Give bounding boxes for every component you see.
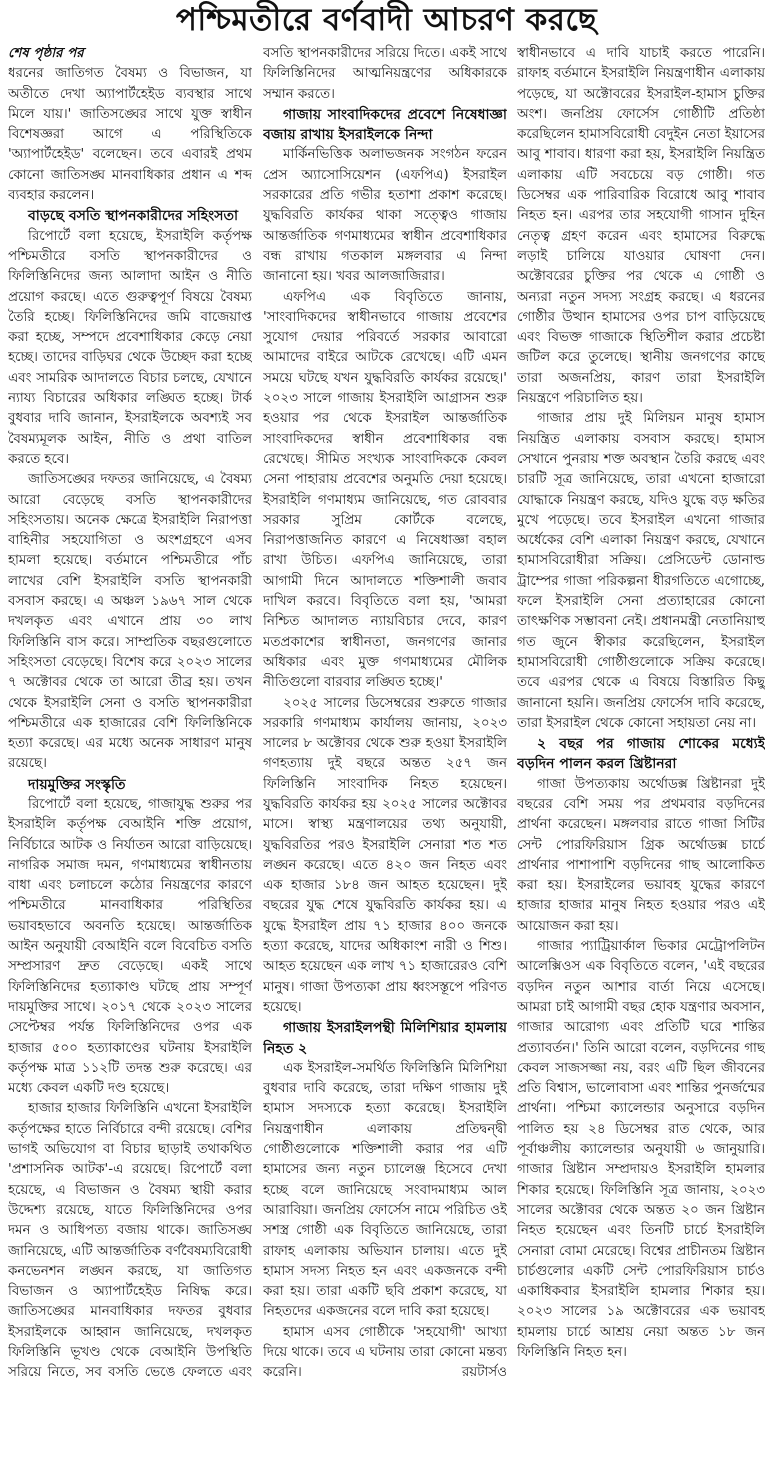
- column-3: [517, 44, 765, 1462]
- paragraph: গাজার প্রায় দুই মিলিয়ন মানুষ হামাস নিয়ন্ত্রিত এলাকায় বসবাস করছে। হামাস সেখানে পুনরায় শক্ত অবস্থান তৈরি করছে এবং চারটি সূত্র জানিয়েছে, তারা এখনো হাজারো যোদ্ধাকে নিয়ন্ত্রণ করছে, যদিও যুদ্ধে বড় ক্ষতির মুখে পড়েছে। তবে ইসরাইল এখনো গাজার অর্ধেকের বেশি এলাকা নিয়ন্ত্রণ করছে, যেখানে হামাসবিরোধীরা সক্রিয়। প্রেসিডেন্ট ডোনাল্ড ট্রাম্পের গাজা পরিকল্পনা ধীরগতিতে এগোচ্ছে, ফলে ইসরাইলি সেনা প্রত্যাহারের কোনো তাৎক্ষণিক সম্ভাবনা নেই। প্রধানমন্ত্রী নেতানিয়াহু গত জুনে স্বীকার করেছিলেন, ইসরাইল হামাসবিরোধী গোষ্ঠীগুলোকে সক্রিয় করেছে। তবে এরপর থেকে এ বিষয়ে বিস্তারিত কিছু জানানো হয়নি। জনপ্রিয় ফোর্সেস দাবি করেছে, তারা ইসরাইল থেকে কোনো সহায়তা নেয় না।: [517, 411, 765, 731]
- column-2: [263, 44, 507, 1462]
- column-1: [8, 44, 252, 1462]
- paragraph: জাতিসঙ্ঘের দফতর জানিয়েছে, এ বৈষম্য আরো বেড়েছে বসতি স্থাপনকারীদের সহিংসতায়। অনেক ক্ষেত্রে ইসরাইলি নিরাপত্তা বাহিনীর সহযোগিতা ও অংশগ্রহণে এসব হামলা হয়েছে। বর্তমানে পশ্চিমতীরে পাঁচ লাখের বেশি ইসরাইলি বসতি স্থাপনকারী বসবাস করছে। এ অঞ্চল ১৯৬৭ সাল থেকে দখলকৃত এবং এখানে প্রায় ৩০ লাখ ফিলিস্তিনি বাস করে। সাম্প্রতিক বছরগুলোতে সহিংসতা বেড়েছে। বিশেষ করে ২০২৩ সালের ৭ অক্টোবর থেকে তা আরো তীব্র হয়। তখন থেকে ইসরাইলি সেনা ও বসতি স্থাপনকারীরা পশ্চিমতীরে এক হাজারের বেশি ফিলিস্তিনিকে হত্যা করেছে। এর মধ্যে অনেক সাধারণ মানুষ রয়েছে।: [8, 472, 252, 772]
- paragraph: গাজার প্যাট্রিয়ার্কাল ভিকার মেট্রোপলিটন আলেক্সিওস এক বিবৃতিতে বলেন, 'এই বছরের বড়দিন নতুন আশার বার্তা নিয়ে এসেছে। আমরা চাই আগামী বছর হোক যন্ত্রণার অবসান, গাজার আরোগ্য এবং প্রতিটি ঘরে শান্তির প্রত্যাবর্তন।' তিনি আরো বলেন, বড়দিনের গাছ কেবল সাজসজ্জা নয়, বরং এটি ছিল জীবনের প্রতি বিশ্বাস, ভালোবাসা এবং শান্তির পুনর্জন্মের প্রার্থনা। পশ্চিমা ক্যালেন্ডার অনুসারে বড়দিন পালিত হয় ২৪ ডিসেম্বর রাত থেকে, আর পূর্বাঞ্চলীয় ক্যালেন্ডার অনুযায়ী ৬ জানুয়ারি। গাজার খ্রিষ্টান সম্প্রদায়ও ইসরাইলি হামলার শিকার হয়েছে। ফিলিস্তিনি সূত্র জানায়, ২০২৩ সালের অক্টোবর থেকে অন্তত ২০ জন খ্রিষ্টান নিহত হয়েছেন এবং তিনটি চার্চে ইসরাইলি সেনারা বোমা মেরেছে। বিশ্বের প্রাচীনতম খ্রিষ্টান চার্চগুলোর একটি সেন্ট পোরফিরিয়াস চার্চও একাধিকবার ইসরাইলি হামলার শিকার হয়। ২০২৩ সালের ১৯ অক্টোবরের এক ভয়াবহ হামলায় চার্চে আশ্রয় নেয়া অন্তত ১৮ জন ফিলিস্তিনি নিহত হন।: [517, 939, 765, 1360]
- subheading: বাড়ছে বসতি স্থাপনকারীদের সহিংসতা: [28, 208, 239, 225]
- paragraph: এফপিএ এক বিবৃতিতে জানায়, 'সাংবাদিকদের স্বাধীনভাবে গাজায় প্রবেশের সুযোগ দেয়ার পরিবর্তে সরকার আবারো আমাদের বাইরে আটকে রেখেছে। এটি এমন সময়ে ঘটছে যখন যুদ্ধবিরতি কার্যকর রয়েছে।' ২০২৩ সালে গাজায় ইসরাইলি আগ্রাসন শুরু হওয়ার পর থেকে ইসরাইল আন্তর্জাতিক সাংবাদিকদের স্বাধীন প্রবেশাধিকার বন্ধ রেখেছে। সীমিত সংখ্যক সাংবাদিককে কেবল সেনা পাহারায় প্রবেশের অনুমতি দেয়া হয়েছে। ইসরাইলি গণমাধ্যম জানিয়েছে, গত রোববার সরকার সুপ্রিম কোর্টকে বলেছে, নিরাপত্তাজনিত কারণে এ নিষেধাজ্ঞা বহাল রাখা উচিত। এফপিএ জানিয়েছে, তারা আগামী দিনে আদালতে শক্তিশালী জবাব দাখিল করবে। বিবৃতিতে বলা হয়, 'আমরা নিশ্চিত আদালত ন্যায়বিচার দেবে, কারণ মতপ্রকাশের স্বাধীনতা, জনগণের জানার অধিকার এবং মুক্ত গণমাধ্যমের মৌলিক নীতিগুলো বারবার লঙ্ঘিত হচ্ছে।': [263, 289, 507, 691]
- paragraph: রিপোর্টে বলা হয়েছে, ইসরাইলি কর্তৃপক্ষ পশ্চিমতীরে বসতি স্থাপনকারীদের ও ফিলিস্তিনিদের জন্য আলাদা আইন ও নীতি প্রয়োগ করছে। এতে গুরুত্বপূর্ণ বিষয়ে বৈষম্য তৈরি হচ্ছে। ফিলিস্তিনিদের জমি বাজেয়াপ্ত করা হচ্ছে, সম্পদে প্রবেশাধিকার কেড়ে নেয়া হচ্ছে। তাদের বাড়িঘর থেকে উচ্ছেদ করা হচ্ছে এবং সামরিক আদালতে বিচার চলছে, যেখানে ন্যায্য বিচারের অধিকার লঙ্ঘিত হচ্ছে। টার্ক বুধবার দাবি জানান, ইসরাইলকে অবশ্যই সব বৈষম্যমূলক আইন, নীতি ও প্রথা বাতিল করতে হবে।: [8, 228, 252, 467]
- subheading: গাজায় ইসরাইলপন্থী মিলিশিয়ার হামলায় নিহত ২: [263, 1020, 507, 1057]
- paragraph: রিপোর্টে বলা হয়েছে, গাজাযুদ্ধ শুরুর পর ইসরাইলি কর্তৃপক্ষ বেআইনি শক্তি প্রয়োগ, নির্বিচারে আটক ও নির্যাতন আরো বাড়িয়েছে। নাগরিক সমাজ দমন, গণমাধ্যমের স্বাধীনতায় বাধা এবং চলাচলে কঠোর নিয়ন্ত্রণের কারণে পশ্চিমতীরে মানবাধিকার পরিস্থিতির ভয়াবহভাবে অবনতি হয়েছে। আন্তর্জাতিক আইন অনুযায়ী বেআইনি বলে বিবেচিত বসতি সম্প্রসারণ দ্রুত বেড়েছে। একই সাথে ফিলিস্তিনিদের হত্যাকাণ্ড ঘটছে প্রায় সম্পূর্ণ দায়মুক্তির সাথে। ২০১৭ থেকে ২০২৩ সালের সেপ্টেম্বর পর্যন্ত ফিলিস্তিনিদের ওপর এক হাজার ৫০০ হত্যাকাণ্ডের ঘটনায় ইসরাইলি কর্তৃপক্ষ মাত্র ১১২টি তদন্ত শুরু করেছে। এর মধ্যে কেবল একটি দণ্ড হয়েছে।: [8, 796, 252, 1097]
- headline: পশ্চিমতীরে বর্ণবাদী আচরণ করছে: [175, 2, 598, 38]
- continued-from-label: শেষ পৃষ্ঠার পর: [8, 46, 84, 61]
- paragraph: ধরনের জাতিগত বৈষম্য ও বিভাজন, যা অতীতে দেখা অ্যাপার্টহেইড ব্যবস্থার সাথে মিলে যায়।' জাতিসঙ্ঘের সাথে যুক্ত স্বাধীন বিশেষজ্ঞরা আগে এ পরিস্থিতিকে 'অ্যাপার্টহেইড' বলেছেন। তবে এবারই প্রথম কোনো জাতিসঙ্ঘ মানবাধিকার প্রধান এ শব্দ ব্যবহার করলেন।: [8, 66, 252, 204]
- paragraph: গাজা উপত্যকায় অর্থোডক্স খ্রিষ্টানরা দুই বছরের বেশি সময় পর প্রথমবার বড়দিনের প্রার্থনা করেছেন। মঙ্গলবার রাতে গাজা সিটির সেন্ট পোরফিরিয়াস গ্রিক অর্থোডক্স চার্চে প্রার্থনার পাশাপাশি বড়দিনের গাছ আলোকিত করা হয়। ইসরাইলের ভয়াবহ যুদ্ধের কারণে হাজার হাজার মানুষ নিহত হওয়ার পরও এই আয়োজন করা হয়।: [517, 776, 765, 934]
- paragraph: মার্কিনভিত্তিক অলাভজনক সংগঠন ফরেন প্রেস অ্যাসোসিয়েশন (এফপিএ) ইসরাইল সরকারের প্রতি গভীর হতাশা প্রকাশ করেছে। যুদ্ধবিরতি কার্যকর থাকা সত্ত্বেও গাজায় আন্তর্জাতিক গণমাধ্যমের স্বাধীন প্রবেশাধিকার বন্ধ রাখায় গতকাল মঙ্গলবার এ নিন্দা জানানো হয়। খবর আলজাজিরার।: [263, 147, 507, 285]
- paragraph: এক ইসরাইল-সমর্থিত ফিলিস্তিনি মিলিশিয়া বুধবার দাবি করেছে, তারা দক্ষিণ গাজায় দুই হামাস সদস্যকে হত্যা করেছে। ইসরাইলি নিয়ন্ত্রণাধীন এলাকায় প্রতিদ্বন্দ্বী গোষ্ঠীগুলোকে শক্তিশালী করার পর এটি হামাসের জন্য নতুন চ্যালেঞ্জ হিসেবে দেখা হচ্ছে বলে জানিয়েছে সংবাদমাধ্যম আল আরাবিয়া। জনপ্রিয় ফোর্সেস নামে পরিচিত ওই সশস্ত্র গোষ্ঠী এক বিবৃতিতে জানিয়েছে, তারা রাফাহ এলাকায় অভিযান চালায়। এতে দুই হামাস সদস্য নিহত হন এবং একজনকে বন্দী করা হয়। তারা একটি ছবি প্রকাশ করেছে, যা নিহতদের একজনের বলে দাবি করা হয়েছে।: [263, 1060, 507, 1320]
- paragraph: স্বাধীনভাবে এ দাবি যাচাই করতে পারেনি। রাফাহ বর্তমানে ইসরাইলি নিয়ন্ত্রণাধীন এলাকায় পড়েছে, যা অক্টোবরের ইসরাইল-হামাস চুক্তির অংশ। জনপ্রিয় ফোর্সেস গোষ্ঠীটি প্রতিষ্ঠা করেছিলেন হামাসবিরোধী বেদুইন নেতা ইয়াসের আবু শাবাব। ধারণা করা হয়, ইসরাইলি নিয়ন্ত্রিত এলাকায় এটি সবচেয়ে বড় গোষ্ঠী। গত ডিসেম্বর এক পারিবারিক বিরোধে আবু শাবাব নিহত হন। এরপর তার সহযোগী গাসান দুহিন নেতৃত্ব গ্রহণ করেন এবং হামাসের বিরুদ্ধে লড়াই চালিয়ে যাওয়ার ঘোষণা দেন। অক্টোবরের চুক্তির পর থেকে এ গোষ্ঠী ও অন্যরা নতুন সদস্য সংগ্রহ করছে। এ ধরনের গোষ্ঠীর উত্থান হামাসের ওপর চাপ বাড়িয়েছে এবং বিভক্ত গাজাকে স্থিতিশীল করার প্রচেষ্টা জটিল করে তুলেছে। স্থানীয় জনগণের কাছে তারা অজনপ্রিয়, কারণ তারা ইসরাইলি নিয়ন্ত্রণে পরিচালিত হয়।: [517, 46, 765, 407]
- paragraph: হাজার হাজার ফিলিস্তিনি এখনো ইসরাইলি কর্তৃপক্ষের হাতে নির্বিচারে বন্দী রয়েছে। বেশির ভাগই অভিযোগ বা বিচার ছাড়াই তথাকথিত 'প্রশাসনিক আটক'-এ রয়েছে। রিপোর্টে বলা হয়েছে, এ বিভাজন ও বৈষম্য স্থায়ী করার উদ্দেশ্য রয়েছে, যাতে ফিলিস্তিনিদের ওপর দমন ও আধিপত্য বজায় থাকে। জাতিসঙ্ঘ জানিয়েছে, এটি আন্তর্জাতিক বর্ণবৈষম্যবিরোধী কনভেনশন লঙ্ঘন করছে, যা জাতিগত বিভাজন ও অ্যাপার্টহেইড নিষিদ্ধ করে। জাতিসঙ্ঘের মানবাধিকার দফতর বুধবার ইসরাইলকে আহ্বান জানিয়েছে, দখলকৃত ফিলিস্তিনি ভূখণ্ড থেকে বেআইনি উপস্থিতি সরিয়ে নিতে, সব বসতি ভেঙে ফেলতে এবং: [8, 1101, 252, 1381]
- subheading: দায়মুক্তির সংস্কৃতি: [28, 776, 126, 793]
- article-columns: [0, 44, 773, 1462]
- paragraph: ২০২৫ সালের ডিসেম্বরের শুরুতে গাজার সরকারি গণমাধ্যম কার্যালয় জানায়, ২০২৩ সালের ৮ অক্টোবর থেকে শুরু হওয়া ইসরাইলি গণহত্যায় দুই বছরে অন্তত ২৫৭ জন ফিলিস্তিনি সাংবাদিক নিহত হয়েছেন। যুদ্ধবিরতি কার্যকর হয় ২০২৫ সালের অক্টোবর মাসে। স্বাস্থ্য মন্ত্রণালয়ের তথ্য অনুযায়ী, যুদ্ধবিরতির পরও ইসরাইলি সেনারা শত শত লঙ্ঘন করেছে। এতে ৪২০ জন নিহত এবং এক হাজার ১৮৪ জন আহত হয়েছেন। দুই বছরের যুদ্ধ শেষে যুদ্ধবিরতি কার্যকর হয়। এ যুদ্ধে ইসরাইল প্রায় ৭১ হাজার ৪০০ জনকে হত্যা করেছে, যাদের অধিকাংশ নারী ও শিশু। আহত হয়েছেন এক লাখ ৭১ হাজারেরও বেশি মানুষ। গাজা উপত্যকা প্রায় ধ্বংসস্তূপে পরিণত হয়েছে।: [263, 695, 507, 1015]
- paragraph: হামাস এসব গোষ্ঠীকে 'সহযোগী' আখ্যা দিয়ে থাকে। তবে এ ঘটনায় তারা কোনো মন্তব্য করেনি। রয়টার্সও: [263, 1324, 507, 1381]
- subheading: ২ বছর পর গাজায় শোকের মধ্যেই বড়দিন পালন করল খ্রিষ্টানরা: [517, 736, 765, 773]
- paragraph: বসতি স্থাপনকারীদের সরিয়ে দিতে। একই সাথে ফিলিস্তিনিদের আত্মনিয়ন্ত্রণের অধিকারকে সম্মান করতে।: [263, 46, 507, 102]
- subheading: গাজায় সাংবাদিকদের প্রবেশে নিষেধাজ্ঞা বজায় রাখায় ইসরাইলকে নিন্দা: [263, 106, 507, 144]
